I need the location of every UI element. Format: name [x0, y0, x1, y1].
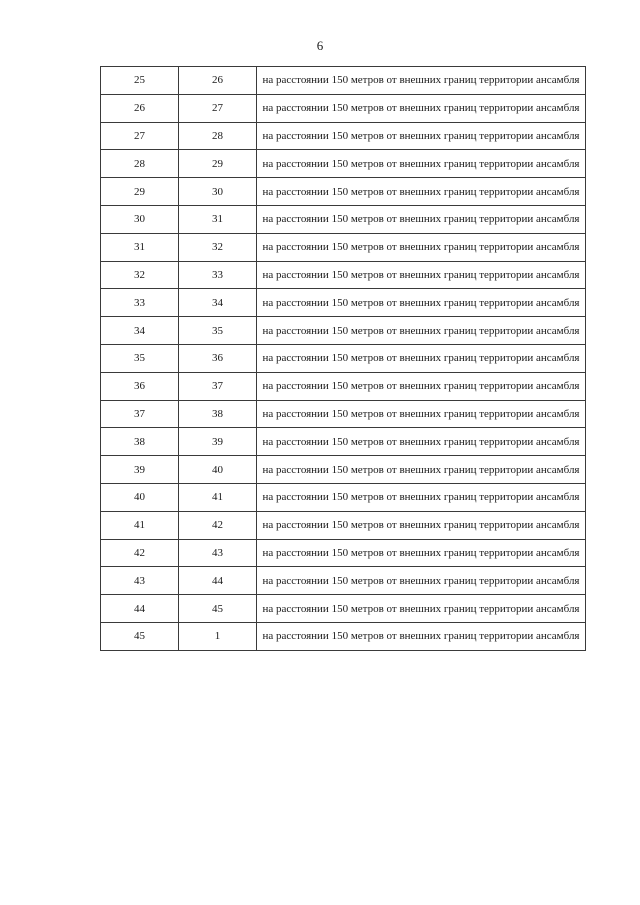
point-from-cell: 33: [101, 289, 179, 317]
point-from-cell: 43: [101, 567, 179, 595]
point-from-cell: 28: [101, 150, 179, 178]
table-row: [101, 67, 586, 95]
table-row: [101, 122, 586, 150]
table-row: [101, 372, 586, 400]
boundary-description-cell: на расстоянии 150 метров от внешних границ территории ансамбля: [257, 261, 586, 289]
point-to-cell: 44: [179, 567, 257, 595]
point-from-cell: 42: [101, 539, 179, 567]
point-from-cell: 39: [101, 456, 179, 484]
point-to-cell: 38: [179, 400, 257, 428]
point-from-cell: 29: [101, 178, 179, 206]
point-from-cell: 37: [101, 400, 179, 428]
point-to-cell: 31: [179, 205, 257, 233]
table-row: [101, 261, 586, 289]
boundary-description-cell: на расстоянии 150 метров от внешних границ территории ансамбля: [257, 567, 586, 595]
point-from-cell: 40: [101, 483, 179, 511]
boundary-description-cell: на расстоянии 150 метров от внешних границ территории ансамбля: [257, 205, 586, 233]
table-row: [101, 595, 586, 623]
page-number: 6: [316, 38, 324, 53]
boundary-description-cell: на расстоянии 150 метров от внешних границ территории ансамбля: [257, 622, 586, 650]
point-to-cell: 41: [179, 483, 257, 511]
boundary-description-cell: на расстоянии 150 метров от внешних границ территории ансамбля: [257, 372, 586, 400]
point-from-cell: 45: [101, 622, 179, 650]
point-to-cell: 43: [179, 539, 257, 567]
table-row: [101, 150, 586, 178]
point-to-cell: 1: [179, 622, 257, 650]
point-to-cell: 36: [179, 344, 257, 372]
boundary-description-cell: на расстоянии 150 метров от внешних границ территории ансамбля: [257, 344, 586, 372]
table-row: [101, 539, 586, 567]
point-to-cell: 30: [179, 178, 257, 206]
point-to-cell: 42: [179, 511, 257, 539]
point-from-cell: 30: [101, 205, 179, 233]
table-row: [101, 94, 586, 122]
boundary-description-cell: на расстоянии 150 метров от внешних границ территории ансамбля: [257, 428, 586, 456]
point-to-cell: 37: [179, 372, 257, 400]
boundary-description-cell: на расстоянии 150 метров от внешних границ территории ансамбля: [257, 511, 586, 539]
point-to-cell: 45: [179, 595, 257, 623]
table-row: [101, 289, 586, 317]
point-from-cell: 34: [101, 317, 179, 345]
table-row: [101, 400, 586, 428]
boundary-description-cell: на расстоянии 150 метров от внешних границ территории ансамбля: [257, 400, 586, 428]
boundary-description-cell: на расстоянии 150 метров от внешних границ территории ансамбля: [257, 178, 586, 206]
table-row: [101, 511, 586, 539]
point-from-cell: 35: [101, 344, 179, 372]
boundary-description-cell: на расстоянии 150 метров от внешних границ территории ансамбля: [257, 595, 586, 623]
point-to-cell: 28: [179, 122, 257, 150]
point-to-cell: 33: [179, 261, 257, 289]
point-from-cell: 32: [101, 261, 179, 289]
point-from-cell: 44: [101, 595, 179, 623]
boundary-description-cell: на расстоянии 150 метров от внешних границ территории ансамбля: [257, 233, 586, 261]
boundary-description-cell: на расстоянии 150 метров от внешних границ территории ансамбля: [257, 150, 586, 178]
boundary-description-cell: на расстоянии 150 метров от внешних границ территории ансамбля: [257, 539, 586, 567]
table-row: [101, 344, 586, 372]
point-to-cell: 26: [179, 67, 257, 95]
table-row: [101, 317, 586, 345]
point-from-cell: 36: [101, 372, 179, 400]
point-from-cell: 25: [101, 67, 179, 95]
point-to-cell: 29: [179, 150, 257, 178]
boundary-table: [100, 66, 586, 651]
point-to-cell: 32: [179, 233, 257, 261]
boundary-table-body: [101, 67, 586, 651]
point-to-cell: 35: [179, 317, 257, 345]
boundary-description-cell: на расстоянии 150 метров от внешних границ территории ансамбля: [257, 94, 586, 122]
table-row: [101, 567, 586, 595]
point-from-cell: 38: [101, 428, 179, 456]
boundary-description-cell: на расстоянии 150 метров от внешних границ территории ансамбля: [257, 122, 586, 150]
boundary-description-cell: на расстоянии 150 метров от внешних границ территории ансамбля: [257, 456, 586, 484]
table-row: [101, 233, 586, 261]
boundary-description-cell: на расстоянии 150 метров от внешних границ территории ансамбля: [257, 67, 586, 95]
table-row: [101, 178, 586, 206]
point-from-cell: 41: [101, 511, 179, 539]
table-row: [101, 428, 586, 456]
table-row: [101, 205, 586, 233]
table-row: [101, 483, 586, 511]
boundary-table-container: [100, 66, 586, 651]
boundary-description-cell: на расстоянии 150 метров от внешних границ территории ансамбля: [257, 483, 586, 511]
point-from-cell: 26: [101, 94, 179, 122]
point-to-cell: 40: [179, 456, 257, 484]
boundary-description-cell: на расстоянии 150 метров от внешних границ территории ансамбля: [257, 317, 586, 345]
boundary-description-cell: на расстоянии 150 метров от внешних границ территории ансамбля: [257, 289, 586, 317]
point-from-cell: 31: [101, 233, 179, 261]
point-to-cell: 34: [179, 289, 257, 317]
table-row: [101, 456, 586, 484]
point-to-cell: 27: [179, 94, 257, 122]
table-row: [101, 622, 586, 650]
point-to-cell: 39: [179, 428, 257, 456]
point-from-cell: 27: [101, 122, 179, 150]
